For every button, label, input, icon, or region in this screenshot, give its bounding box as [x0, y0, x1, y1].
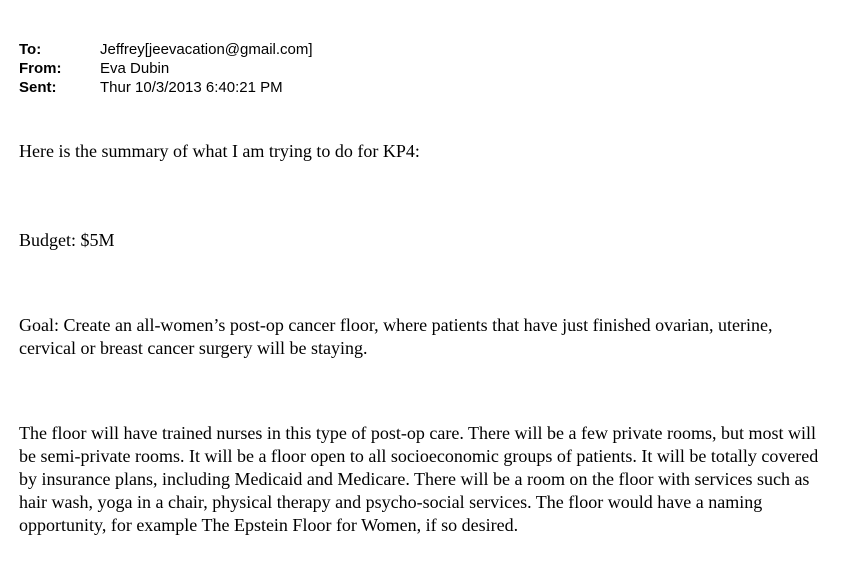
sent-label: Sent: [19, 79, 57, 96]
intro-paragraph: Here is the summary of what I am trying to do for KP4: [19, 141, 420, 161]
to-value: Jeffrey[jeevacation@gmail.com] [100, 41, 313, 58]
budget-paragraph: Budget: $5M [19, 230, 115, 250]
details-paragraph: The floor will have trained nurses in this type of post-op care. There will be a few private rooms, but most will be semi-private rooms. It will be a floor open to all socioeconomic groups of patients. It will be totally covered by insurance plans, including Medicaid and Medicare. There will be a room on the floor with services such as hair wash, yoga in a chair, physical therapy and psycho-social services. The floor would have a naming opportunity, for example The Epstein Floor for Women, if so desired. [19, 423, 819, 535]
to-label: To: [19, 41, 42, 58]
from-value: Eva Dubin [100, 60, 170, 77]
email-header [19, 40, 313, 97]
from-label: From: [19, 60, 62, 77]
sent-value: Thur 10/3/2013 6:40:21 PM [100, 79, 283, 96]
to-row [19, 40, 313, 59]
goal-paragraph: Goal: Create an all-women’s post-op cancer floor, where patients that have just finished ovarian, uterine, cervical or breast cancer surgery will be staying. [19, 315, 773, 358]
sent-row [19, 78, 313, 97]
from-row [19, 59, 313, 78]
